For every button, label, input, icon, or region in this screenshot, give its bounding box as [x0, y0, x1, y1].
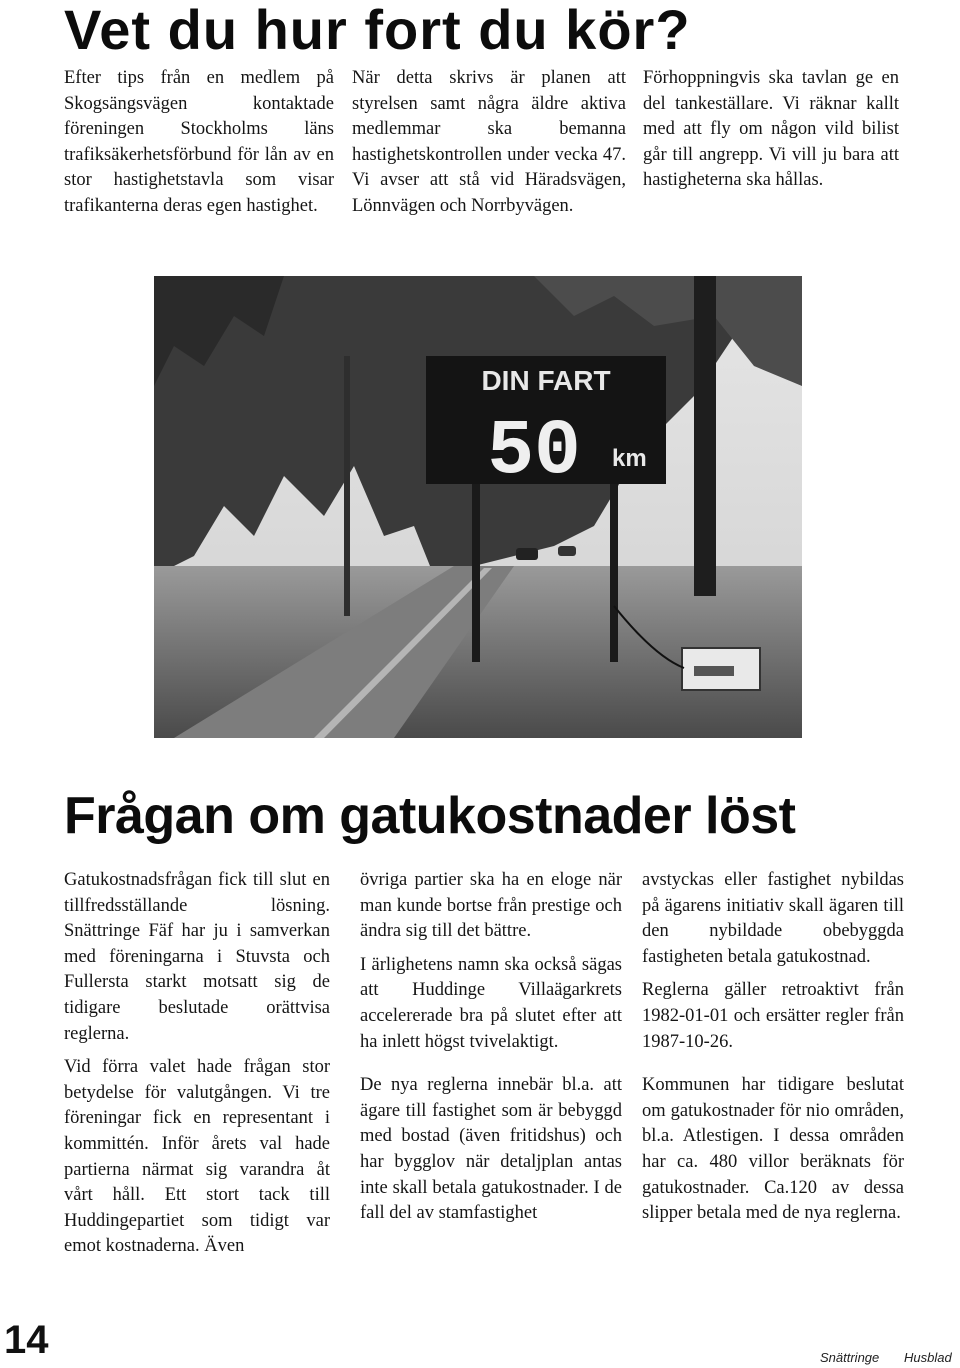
article2-col3-paragraph-2: Reglerna gäller retroaktivt från 1982-01-01 och ersätter regler från 1987-10-26.	[642, 980, 904, 1052]
battery-label	[694, 666, 734, 676]
sign-leg-right	[610, 472, 618, 662]
car-2	[558, 546, 576, 556]
footer-publication-name: Snättringe	[820, 1350, 880, 1365]
article1-column-3	[643, 66, 899, 194]
article2-col2-paragraph-2: I ärlighetens namn ska också sägas att Huddinge Villaägarkrets accelererade bra på slutet efter att ha inlett högst tvivelaktigt.	[360, 954, 622, 1052]
footer-publication-type: Husblad	[904, 1350, 952, 1365]
article2-column-2	[360, 868, 622, 1227]
article1-column-1	[64, 66, 334, 220]
sign-title-text: DIN FART	[481, 365, 611, 396]
article2-title: Frågan om gatukostnader löst	[64, 787, 796, 845]
utility-pole	[344, 356, 350, 616]
page-number: 14	[4, 1318, 49, 1362]
article1-col3-text: Förhoppningvis ska tavlan ge en del tankeställare. Vi räknar kallt med att fly om någon vild bilist går till angrepp. Vi vill ju bara att hastigheterna ska hållas.	[643, 68, 899, 191]
article2-col2-paragraph-1: övriga partier ska ha en eloge när man kunde bortse från prestige och ändra sig till det bättre.	[360, 870, 622, 942]
speed-sign-photo	[154, 276, 802, 738]
article1-title: Vet du hur fort du kör?	[64, 0, 691, 61]
sign-speed-text: 50	[487, 408, 581, 496]
car-1	[516, 548, 538, 560]
article2-column-3	[642, 868, 904, 1227]
article2-col3-paragraph-1: avstyckas eller fastighet nybildas på ägarens initiativ skall ägaren till den nybildade obebyggda fastigheten betala gatukostnad.	[642, 870, 904, 967]
tree-trunk	[694, 276, 716, 596]
article2-col1-paragraph-2: Vid förra valet hade frågan stor betydelse för valutgången. Vi tre föreningar fick en representant i kommittén. Inför årets val hade partierna närmat sig varandra åt vårt håll. Ett stort tack till Huddingepartiet som tidigt var emot kostnaderna. Även	[64, 1057, 330, 1257]
article1-col1-text: Efter tips från en medlem på Skogsängsvägen kontaktade föreningen Stockholms läns trafiksäkerhetsförbund för lån av en stor hastighetstavla som visar trafikanterna deras egen hastighet.	[64, 68, 334, 216]
article1-col2-text: När detta skrivs är planen att styrelsen samt några äldre aktiva medlemmar ska bemanna hastighetskontrollen under vecka 47. Vi avser att stå vid Häradsvägen, Lönnvägen och Norrbyvägen.	[352, 68, 626, 216]
article2-col2-paragraph-3: De nya reglerna innebär bl.a. att ägare till fastighet som är bebyggd med bostad (även fritidshus) och har bygglov när detaljplan antas inte skall betala gatukostnader. I de fall del av stamfastighet	[360, 1075, 622, 1224]
article2-column-1	[64, 868, 330, 1260]
sign-unit-text: km	[612, 445, 647, 472]
article2-col1-paragraph-1: Gatukostnadsfrågan fick till slut en tillfredsställande lösning. Snättringe Fäf har ju i samverkan med föreningarna i Stuvsta och Fullersta starkt motsatt sig de tidigare beslutade orättvisa reglerna.	[64, 870, 330, 1044]
speed-sign-illustration	[154, 276, 802, 738]
sign-leg-left	[472, 472, 480, 662]
article1-column-2	[352, 66, 626, 220]
article2-col3-paragraph-3: Kommunen har tidigare beslutat om gatukostnader för nio områden, bl.a. Atlestigen. I dessa områden har ca. 480 villor beräknats för gatukostnader. Ca.120 av dessa slipper betala med de nya reglerna.	[642, 1075, 904, 1224]
